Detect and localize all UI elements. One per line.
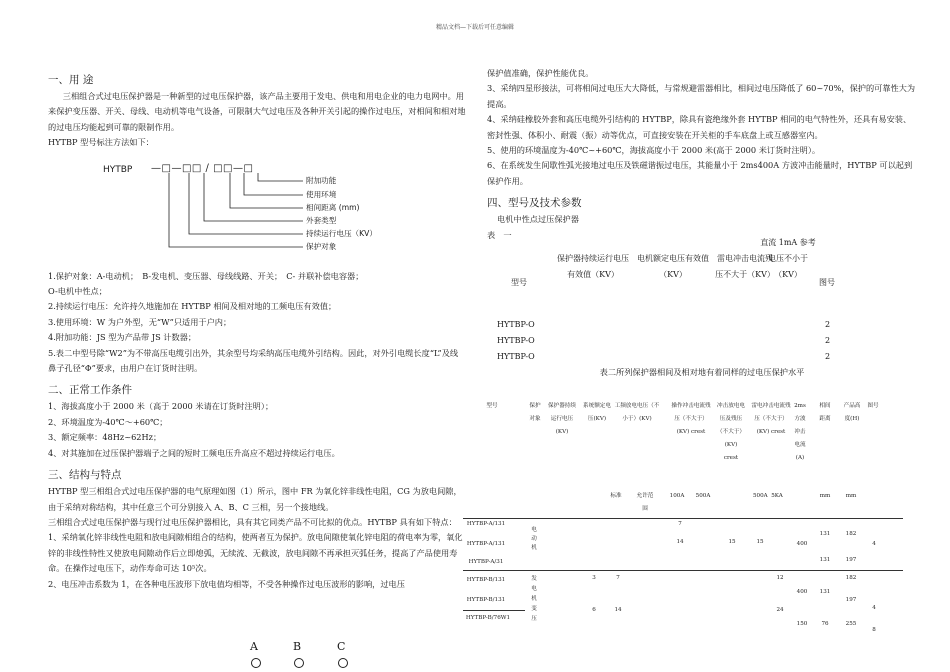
t2-header-fig: 图号 bbox=[867, 403, 879, 409]
t1-row-1-fig: 2 bbox=[825, 320, 831, 330]
model-prefix: HYTBP bbox=[103, 164, 133, 175]
t1-row-2-model: HYTBP-O bbox=[497, 336, 535, 346]
t2-row-3-model: HYTBP-A/31 bbox=[468, 559, 504, 565]
section-1-title: 一、用 途 bbox=[48, 74, 94, 86]
t2-row-2-object: 电动机 bbox=[531, 527, 537, 551]
t2-row-4-val-4: 400 bbox=[796, 589, 808, 595]
t2-row-6-val-2: 76 bbox=[821, 621, 829, 627]
t2-row-5-val-3: 24 bbox=[776, 607, 784, 613]
t1-header-lightning: 雷电冲击电流残压不大于（KV） bbox=[715, 254, 775, 280]
t2-row-2-val-4: 400 bbox=[796, 541, 808, 547]
feature-3: 3、采纳四星形接法，可将相间过电压大大降低，与常规避雷器相比，相间过电压降低了 60~70%，保护的可靠性大为提高。 bbox=[487, 83, 916, 109]
condition-4: 4、对其施加在过压保护器端子之间的短时工频电压升高应不超过持续运行电压。 bbox=[48, 447, 340, 458]
t2-row-4-val-6: 182 bbox=[845, 575, 857, 581]
label-continuous-voltage: 持续运行电压（KV） bbox=[306, 228, 377, 238]
terminal-c-icon bbox=[338, 658, 348, 668]
label-housing-type: 外套类型 bbox=[306, 215, 337, 225]
feature-5: 5、使用的环境温度为-40℃~+60℃，海拔高度小于 2000 米(高于 2000 米订货时注明）。 bbox=[487, 145, 821, 156]
t2-header-object: 保护对象 bbox=[529, 403, 541, 422]
t1-header-dc: 直流 1mA 参考电压不小于（KV） bbox=[760, 238, 816, 280]
t1-row-3-fig: 2 bbox=[825, 352, 831, 362]
table-1-caption: 表 一 bbox=[487, 229, 512, 240]
t2-row-4-val-1: 3 bbox=[592, 575, 596, 581]
t2-header-system: 系统额定电压(KV) bbox=[583, 403, 611, 422]
t2-row-3-val-2: 197 bbox=[845, 557, 857, 563]
section-4-subtitle: 电机中性点过压保护器 bbox=[497, 214, 579, 225]
label-protected-object: 保护对象 bbox=[306, 241, 337, 251]
t2-row-5-val-2: 14 bbox=[614, 607, 622, 613]
t2-row-4-val-7: 197 bbox=[845, 597, 857, 603]
t2-row-4-val-5: 131 bbox=[819, 589, 831, 595]
model-notation-intro: HYTBP 型号标注方法如下： bbox=[48, 137, 154, 148]
note-1: 1.保护对象：A-电动机； B-发电机、变压器、母线线路、开关； C- 并联补偿电容器； bbox=[48, 270, 364, 281]
right-column bbox=[487, 66, 917, 380]
t2-row-2-model: HYTBP-A/131 bbox=[466, 541, 506, 547]
t2-row-6-val-4: 8 bbox=[872, 627, 876, 633]
t2-row-6-val-1: 150 bbox=[796, 621, 808, 627]
condition-2: 2、环境温度为-40℃～+60℃； bbox=[48, 416, 168, 427]
feature-4: 4、采纳硅橡胶外套和高压电缆外引结构的 HYTBP，除具有瓷绝缘外套 HYTBP 相同的电气特性外，还具有易安装、密封性强、体积小、耐震（振）动等优点，可直接安装在开关柜的手车底盘上或互感器室内。 bbox=[487, 114, 912, 140]
t2-row-4-val-2: 7 bbox=[616, 575, 620, 581]
note-4: 4.附加功能：JS 型为产品带 JS 计数器； bbox=[48, 332, 197, 343]
t2-row-3-val-1: 131 bbox=[819, 557, 831, 563]
t2-rule-mid bbox=[463, 570, 903, 571]
t2-sub-500a-2: 500A bbox=[753, 493, 768, 499]
features-intro: 三相组合式过电压保护器与现行过电压保护器相比，具有其它同类产品不可比拟的优点。HYTBP 具有如下特点： bbox=[48, 516, 457, 527]
condition-3: 3、额定频率：48Hz~62Hz； bbox=[48, 432, 162, 443]
t1-header-model: 型号 bbox=[511, 278, 527, 288]
t2-row-4-model: HYTBP-B/131 bbox=[466, 577, 506, 583]
t1-row-2-fig: 2 bbox=[825, 336, 831, 346]
t2-sub-range: 允许范围 bbox=[636, 493, 654, 512]
left-column bbox=[48, 66, 466, 592]
feature-2: 2、电压冲击系数为 1，在各种电压波形下放电值均相等，不受各种操作过电压波形的影响，过电压 bbox=[48, 578, 405, 589]
model-code-diagram bbox=[48, 157, 408, 265]
t1-row-1-model: HYTBP-O bbox=[497, 320, 535, 330]
label-phase-distance: 相间距离 (mm) bbox=[306, 202, 360, 212]
note-5: 5.表二中型号除“W2”为不带高压电缆引出外，其余型号均采纳高压电缆外引结构。因此，对外引电缆长度“L”及线鼻子孔径“Φ”要求，由用户在订货时注明。 bbox=[48, 347, 459, 374]
t1-row-3-model: HYTBP-O bbox=[497, 352, 535, 362]
section-3-title: 三、结构与特点 bbox=[48, 469, 122, 482]
t2-row-6-val-3: 255 bbox=[845, 621, 857, 627]
t2-row-5-val-1: 6 bbox=[592, 607, 596, 613]
t2-row-4-val-3: 12 bbox=[776, 575, 784, 581]
section-2-title: 二、正常工作条件 bbox=[48, 384, 132, 397]
table-2-title: 表二所列保护器相间及相对地有着同样的过电压保护水平 bbox=[599, 367, 805, 378]
terminal-c-label: C bbox=[337, 640, 346, 653]
t2-row-2-val-5: 131 bbox=[819, 531, 831, 537]
t2-row-2-val-3: 15 bbox=[756, 539, 764, 545]
page-header: 精品文档—下载后可任意编辑 bbox=[435, 24, 514, 31]
terminal-a-label: A bbox=[250, 640, 258, 653]
t2-row-1-model: HYTBP-A/131 bbox=[466, 521, 506, 527]
t2-header-power-freq: 工频放电电压（不小于）(KV) bbox=[614, 403, 660, 422]
condition-1: 1、海拔高度小于 2000 米（高于 2000 米请在订货时注明）； bbox=[48, 401, 274, 412]
t2-header-height: 产品高度(H) bbox=[843, 403, 861, 422]
t1-header-continuous: 保护器持续运行电压有效值（KV） bbox=[557, 254, 629, 280]
section-4-title: 四、型号及技术参数 bbox=[487, 197, 582, 210]
t2-sub-5ka: 5KA bbox=[771, 493, 783, 499]
t2-header-lightning: 雷电冲击电流残压（不大于）(KV) crest bbox=[751, 403, 791, 435]
t1-header-rated: 电机额定电压有效值（KV） bbox=[637, 254, 709, 280]
t2-header-continuous: 保护器持续运行电压(KV) bbox=[548, 403, 576, 435]
t2-sub-100a: 100A bbox=[669, 493, 685, 499]
model-code: —□—□□ / □□—□ bbox=[151, 162, 254, 174]
t2-header-2ms: 2ms方波冲击电流(A) bbox=[794, 403, 806, 461]
phase-terminals bbox=[248, 642, 358, 672]
terminal-b-icon bbox=[294, 658, 304, 668]
table-2 bbox=[463, 398, 903, 638]
t2-row-2-val-1: 14 bbox=[676, 539, 684, 545]
t2-sub-standard: 标准 bbox=[610, 493, 622, 499]
t2-header-distance: 相间距离 bbox=[819, 403, 831, 422]
feature-1: 1、采纳氧化锌非线性电阻和放电间隙相组合的结构，使两者互为保护。放电间隙使氧化锌电阻的荷电率为零，氧化锌的非线性特性又使放电间隙动作后立即熄弧，无续流、无截波，放电间隙不再承担灭弧任务，提高了产品使用寿命。在操作过电压下，动作寿命可达 10⁵次。 bbox=[48, 532, 463, 574]
section-1-paragraph: 三相组合式过电压保护器是一种新型的过电压保护器，该产品主要用于发电、供电和用电企业的电力电网中。用来保护变压器、开关、母线、电动机等电气设备，可限制大气过电压及各种开关引起的操作过电压，对相间和相对地的过电压均能起到可靠的限制作用。 bbox=[48, 91, 466, 132]
t2-sub-500a: 500A bbox=[695, 493, 711, 499]
t2-row-2-val-7: 4 bbox=[872, 541, 876, 547]
t2-row-2-val-6: 182 bbox=[845, 531, 857, 537]
feature-6: 6、在系统发生间歇性弧光接地过电压及铁磁谐振过电压，其能量小于 2ms400A 方波冲击能量时，HYTBP 可以起到保护作用。 bbox=[487, 160, 913, 186]
t2-row-5-model: HYTBP-B/131 bbox=[466, 597, 506, 603]
t2-sub-mm-1: mm bbox=[819, 493, 831, 499]
t2-row-2-val-2: 15 bbox=[728, 539, 736, 545]
structure-paragraph: HYTBP 型三相组合式过电压保护器的电气原理如图（1）所示，图中 FR 为氧化锌非线性电阻，CG 为放电间隙，由于采纳对称结构，其中任意三个可分别接入 A、B、C 三相，另一个接地线。 bbox=[48, 486, 462, 512]
label-environment: 使用环境 bbox=[306, 189, 337, 199]
t2-header-switching: 操作冲击电流残压（不大于）(KV) crest bbox=[671, 403, 711, 435]
t2-row-1-val-1: 7 bbox=[678, 521, 682, 527]
t2-row-4-object: 发电机变压 bbox=[531, 576, 537, 622]
t2-rule-short bbox=[463, 610, 525, 611]
note-3: 3.使用环境：W 为户外型，无“W”只适用于户内； bbox=[48, 316, 232, 327]
note-1b: O-电机中性点； bbox=[48, 286, 107, 297]
label-additional-function: 附加功能 bbox=[306, 175, 337, 185]
terminal-a-icon bbox=[251, 658, 261, 668]
terminal-b-label: B bbox=[293, 640, 302, 653]
note-2: 2.持续运行电压：允许持久地施加在 HYTBP 相间及相对地的工频电压有效值； bbox=[48, 301, 337, 312]
t2-row-4-val-8: 4 bbox=[872, 605, 876, 611]
t1-header-fig: 图号 bbox=[819, 278, 835, 288]
t2-row-6-model: HYTBP-B/76W1 bbox=[465, 615, 511, 621]
continuation-text: 保护值准确，保护性能优良。 bbox=[487, 68, 594, 78]
t2-header-model: 型号 bbox=[486, 403, 498, 409]
t2-header-impulse: 冲击放电电压及残压（不大于）(KV) crest bbox=[717, 403, 745, 461]
table-1 bbox=[487, 238, 927, 362]
t2-sub-mm-2: mm bbox=[845, 493, 857, 499]
